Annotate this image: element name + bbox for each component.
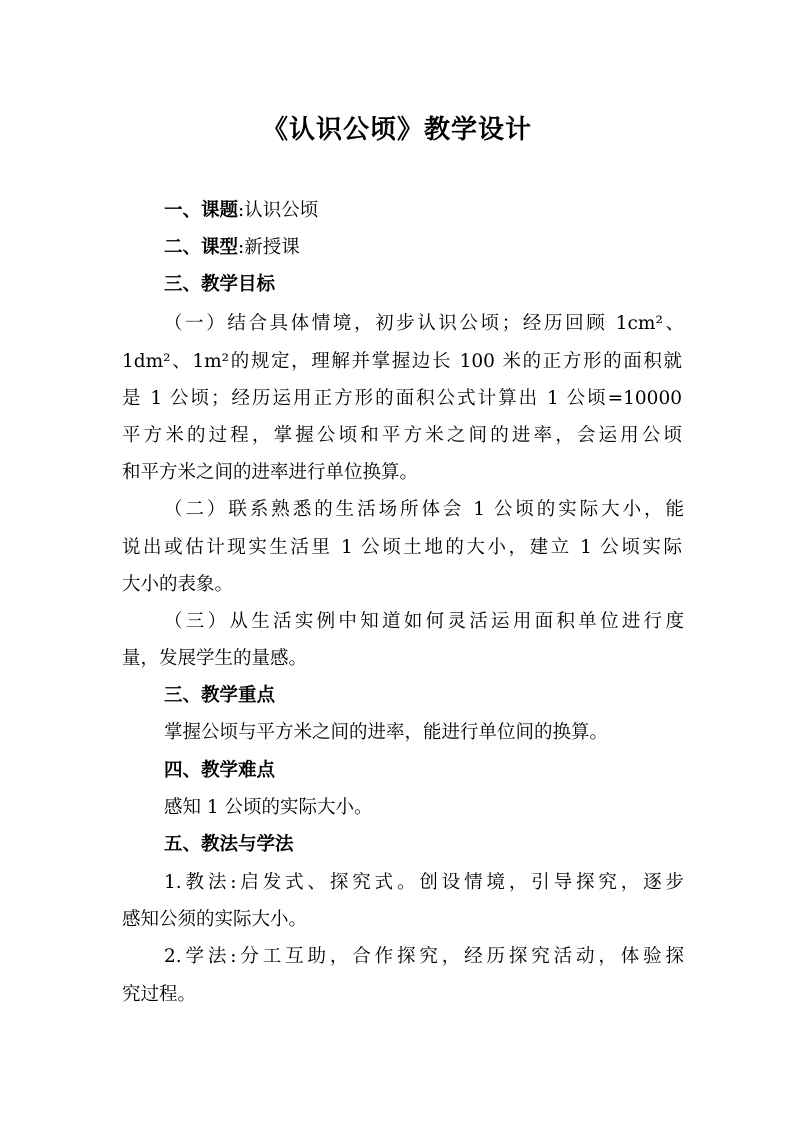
goals-paragraph-line: （三）从生活实例中知道如何灵活运用面积单位进行度 (164, 611, 684, 632)
goals-paragraph-line: 大小的表象。 (122, 574, 234, 595)
goals-heading: 三、教学目标 (164, 274, 276, 295)
topic-label: 一、课题 (164, 200, 239, 221)
type-label: 二、课型 (164, 237, 239, 258)
methods-heading: 五、教法与学法 (164, 834, 294, 855)
topic-value: 认识公顷 (244, 200, 319, 221)
goals-paragraph-line: 说出或估计现实生活里 1 公顷土地的大小，建立 1 公顷实际 (122, 537, 682, 558)
goals-paragraph-line: 和平方米之间的进率进行单位换算。 (122, 462, 419, 483)
key-points-text: 掌握公顷与平方米之间的进率，能进行单位间的换算。 (164, 722, 609, 743)
type-separator: : (238, 237, 245, 258)
topic-line (164, 196, 684, 226)
methods-paragraph-line: 1.教法:启发式、探究式。创设情境，引导探究，逐步 (164, 872, 684, 893)
goals-paragraph-line: （一）结合具体情境，初步认识公顷；经历回顾 1cm²、 (164, 313, 684, 334)
methods-paragraph-line: 2.学法:分工互助，合作探究，经历探究活动，体验探 (164, 946, 684, 967)
methods-paragraph-line: 究过程。 (122, 984, 197, 1005)
goals-paragraph-line: 量，发展学生的量感。 (122, 648, 308, 669)
type-line (164, 233, 684, 263)
goals-paragraph-line: 平方米的过程，掌握公顷和平方米之间的进率，会运用公顷 (122, 425, 682, 446)
difficulties-text: 感知 1 公顷的实际大小。 (164, 797, 373, 818)
document-title: 《认识公顷》教学设计 (261, 115, 532, 145)
topic-separator: : (238, 200, 245, 221)
methods-paragraph-line: 感知公须的实际大小。 (122, 909, 308, 930)
goals-paragraph-line: 1dm²、1m²的规定，理解并掌握边长 100 米的正方形的面积就 (122, 351, 682, 372)
goals-paragraph-line: 是 1 公顷；经历运用正方形的面积公式计算出 1 公顷=10000 (122, 388, 682, 409)
difficulties-heading: 四、教学难点 (164, 760, 276, 781)
goals-paragraph-line: （二）联系熟悉的生活场所体会 1 公顷的实际大小，能 (164, 499, 684, 520)
key-points-heading: 三、教学重点 (164, 685, 276, 706)
type-value: 新授课 (244, 237, 300, 258)
